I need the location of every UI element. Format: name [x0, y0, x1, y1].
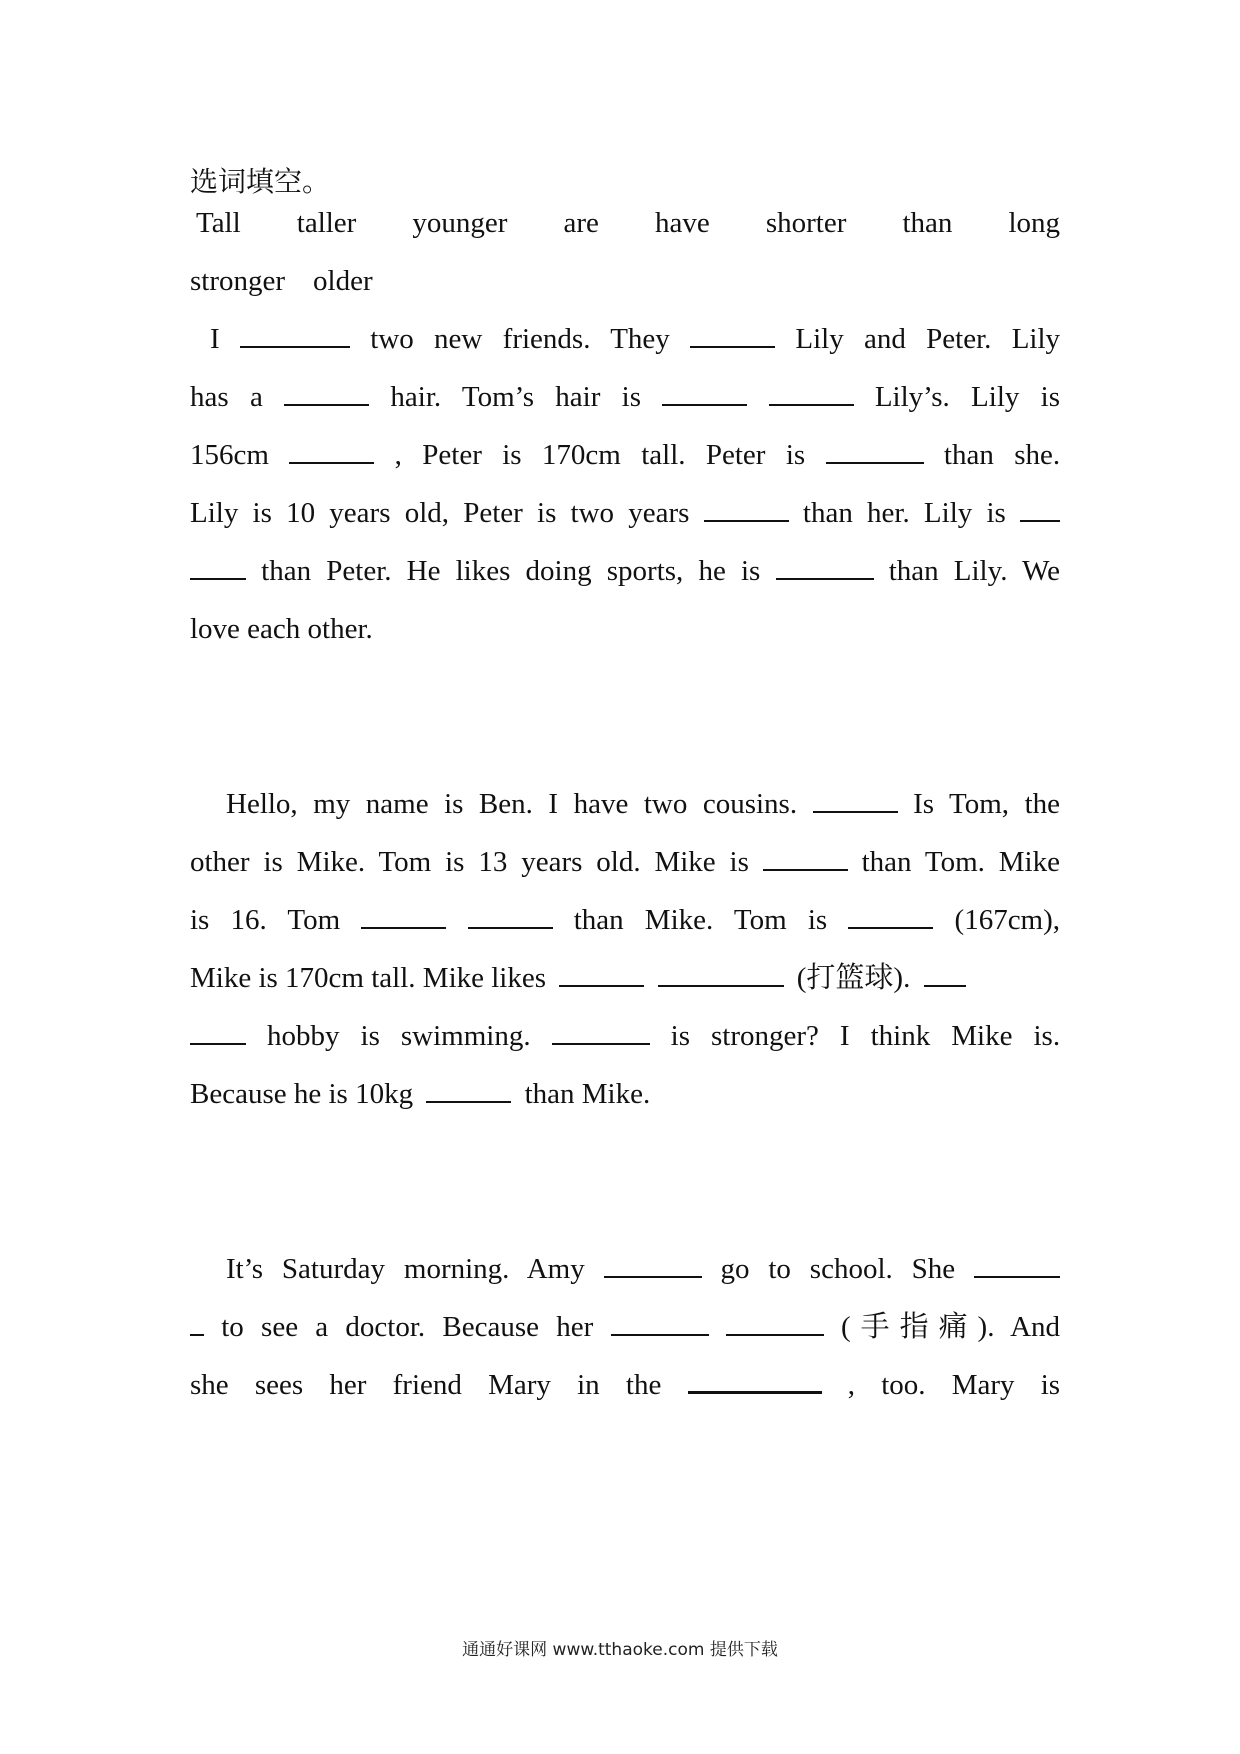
answer-blank[interactable]: [658, 959, 784, 987]
answer-blank[interactable]: [688, 1365, 822, 1394]
answer-blank[interactable]: [289, 436, 374, 464]
word-bank-item: taller: [296, 207, 357, 239]
answer-blank[interactable]: [726, 1308, 824, 1336]
word-bank-item: long: [1008, 207, 1061, 239]
word-bank-item: younger: [412, 207, 508, 239]
answer-blank[interactable]: [468, 901, 553, 929]
answer-blank[interactable]: [776, 552, 874, 580]
word-bank-item: than: [902, 207, 953, 239]
passage2-line-4: Mike is 170cm tall. Mike likes (打篮球).: [190, 958, 1060, 998]
passage3-line-3: she sees her friend Mary in the , too. Mary is: [190, 1365, 1060, 1405]
answer-blank[interactable]: [1020, 494, 1060, 522]
word-bank-item: shorter: [765, 207, 847, 239]
passage3-line-1: It’s Saturday morning. Amy go to school. She: [190, 1249, 1060, 1289]
passage1-line-4: Lily is 10 years old, Peter is two years than her. Lily is: [190, 493, 1060, 533]
passage2-line-6: Because he is 10kg than Mike.: [190, 1074, 1060, 1114]
word-bank-row-2: [190, 261, 1060, 301]
answer-blank[interactable]: [662, 378, 747, 406]
answer-blank[interactable]: [690, 320, 775, 348]
passage2-line-5: hobby is swimming. is stronger? I think Mike is.: [190, 1016, 1060, 1056]
word-bank-item: stronger: [190, 265, 286, 297]
answer-blank[interactable]: [848, 901, 933, 929]
answer-blank[interactable]: [190, 552, 246, 580]
word-bank-item: older: [313, 265, 373, 297]
answer-blank[interactable]: [426, 1075, 511, 1103]
passage1-line-3: 156cm , Peter is 170cm tall. Peter is than she.: [190, 435, 1060, 475]
answer-blank[interactable]: [611, 1308, 709, 1336]
passage1-line-2: has a hair. Tom’s hair is Lily’s. Lily is: [190, 377, 1060, 417]
exercise-heading: 选词填空。: [190, 165, 331, 198]
answer-blank[interactable]: [559, 959, 644, 987]
answer-blank[interactable]: [704, 494, 789, 522]
passage1-line-1: I two new friends. They Lily and Peter. Lily: [190, 319, 1060, 359]
word-bank-item: are: [563, 207, 599, 239]
passage1-line-5: than Peter. He likes doing sports, he is than Lily. We: [190, 551, 1060, 591]
answer-blank[interactable]: [240, 320, 350, 348]
answer-blank[interactable]: [826, 436, 924, 464]
answer-blank[interactable]: [190, 1017, 246, 1045]
answer-blank[interactable]: [763, 843, 848, 871]
answer-blank[interactable]: [813, 785, 898, 813]
answer-blank[interactable]: [924, 959, 966, 987]
footer-source-note: 通通好课网 www.tthaoke.com 提供下载: [462, 1640, 778, 1660]
answer-blank[interactable]: [190, 1308, 204, 1336]
word-bank-item: Tall: [196, 207, 241, 239]
passage1-line-6: love each other.: [190, 613, 373, 645]
answer-blank[interactable]: [974, 1250, 1060, 1278]
answer-blank[interactable]: [284, 378, 369, 406]
answer-blank[interactable]: [769, 378, 854, 406]
passage2-line-3: is 16. Tom than Mike. Tom is (167cm),: [190, 900, 1060, 940]
passage2-line-2: other is Mike. Tom is 13 years old. Mike is than Tom. Mike: [190, 842, 1060, 882]
passage2-line-1: Hello, my name is Ben. I have two cousins. Is Tom, the: [190, 784, 1060, 824]
answer-blank[interactable]: [552, 1017, 650, 1045]
answer-blank[interactable]: [604, 1250, 702, 1278]
word-bank-row-1: [196, 203, 1060, 243]
word-bank-item: have: [655, 207, 710, 239]
passage3-line-2: to see a doctor. Because her (手指痛). And: [190, 1307, 1060, 1347]
answer-blank[interactable]: [361, 901, 446, 929]
